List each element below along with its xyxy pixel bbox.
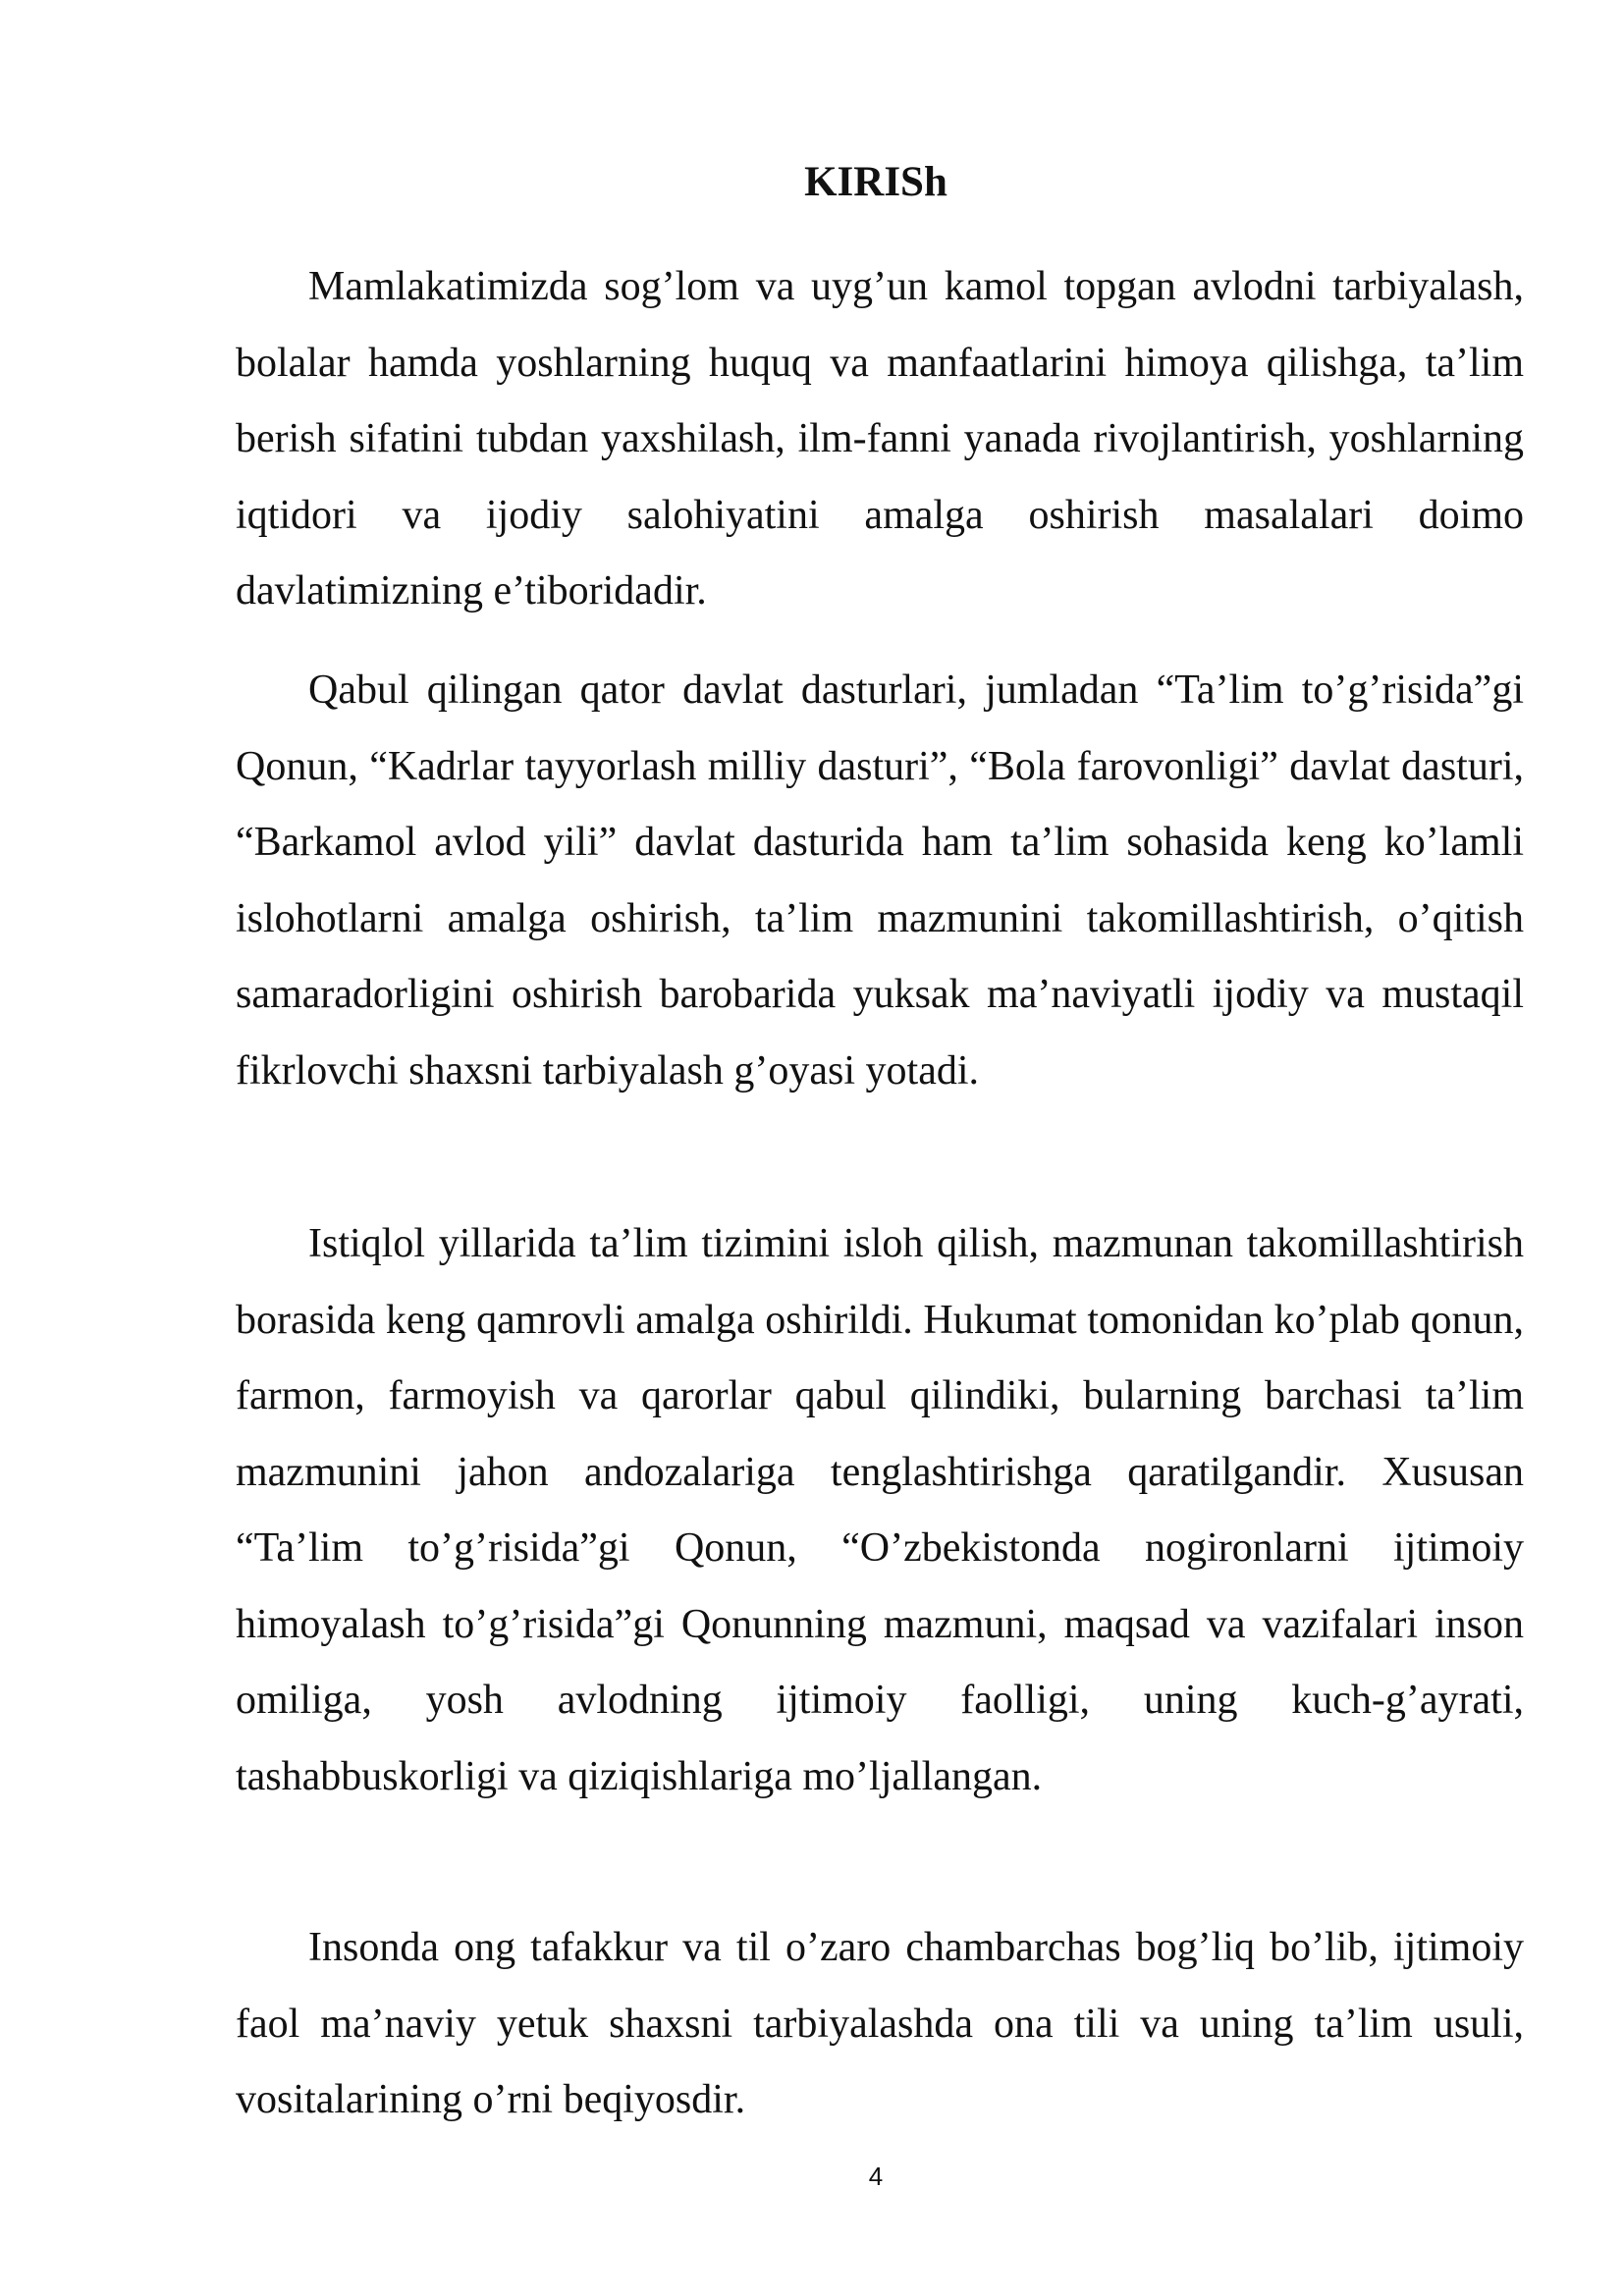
section-title: KIRISh [804, 159, 947, 205]
paragraph-3: Istiqlol yillarida ta’lim tizimini isloh qilish, mazmunan takomillashtirish borasida keng qamrovli amalga oshirildi. Hukumat tomonidan ko’plab qonun, farmon, farmoyish va qarorlar qabul qilindiki, bularning barchasi ta’lim mazmunini jahon andozalariga tenglashtirishga qaratilgandir. Xususan “Ta’lim to’g’risida”gi Qonun, “O’zbekistonda nogironlarni ijtimoiy himoyalash to’g’risida”gi Qonunning mazmuni, maqsad va vazifalari inson omiliga, yosh avlodning ijtimoiy faolligi, uning kuch-g’ayrati, tashabbuskorligi va qiziqishlariga mo’ljallangan. [236, 1221, 1524, 1799]
page-number: 4 [868, 2162, 884, 2191]
paragraph-2: Qabul qilingan qator davlat dasturlari, jumladan “Ta’lim to’g’risida”gi Qonun, “Kadrlar tayyorlash milliy dasturi”, “Bola farovonligi” davlat dasturi, “Barkamol avlod yili” davlat dasturida ham ta’lim sohasida keng ko’lamli islohotlarni amalga oshirish, ta’lim mazmunini takomillashtirish, o’qitish samaradorligini oshirish barobarida yuksak ma’naviyatli ijodiy va mustaqil fikrlovchi shaxsni tarbiyalash g’oyasi yotadi. [236, 667, 1524, 1094]
paragraph-4: Insonda ong tafakkur va til o’zaro chambarchas bog’liq bo’lib, ijtimoiy faol ma’naviy yetuk shaxsni tarbiyalashda ona tili va uning ta’lim usuli, vositalarining o’rni beqiyosdir. [236, 1925, 1524, 2122]
paragraph-1: Mamlakatimizda sog’lom va uyg’un kamol topgan avlodni tarbiyalash, bolalar hamda yoshlarning huquq va manfaatlarini himoya qilishga, ta’lim berish sifatini tubdan yaxshilash, ilm-fanni yanada rivojlantirish, yoshlarning iqtidori va ijodiy salohiyatini amalga oshirish masalalari doimo davlatimizning e’tiboridadir. [236, 264, 1524, 614]
